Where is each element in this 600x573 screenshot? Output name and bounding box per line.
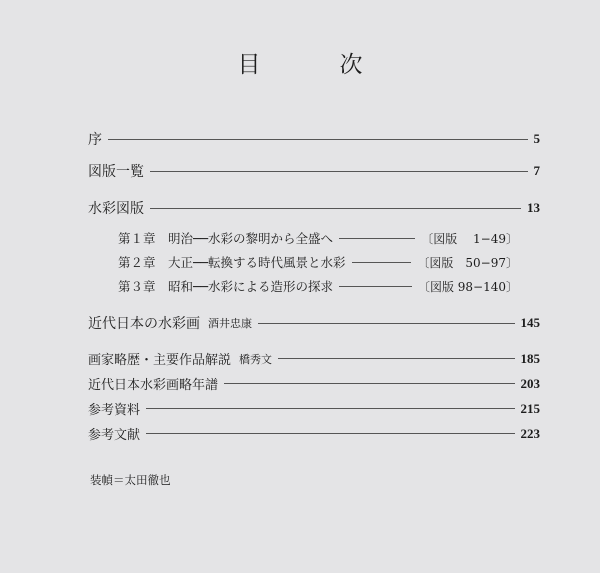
entry-author: 酒井忠康 [208, 317, 252, 330]
entry-page: 5 [533, 131, 540, 146]
plate-range: 〔図版 50−97〕 [417, 255, 518, 270]
entry-label: 参考資料 [88, 403, 141, 418]
toc-chapter-1 [118, 229, 518, 247]
leader-line [339, 286, 412, 287]
leader-line [224, 383, 514, 384]
binding-credit: 装幀＝太田徹也 [90, 473, 171, 487]
entry-label: 参考文献 [88, 428, 141, 443]
entry-label: 近代日本水彩画略年譜 [88, 378, 219, 393]
leader-line [108, 139, 528, 140]
toc-entry-biographies [88, 349, 540, 368]
entry-label: 近代日本の水彩画 [88, 316, 200, 332]
entry-label: 図版一覧 [88, 164, 144, 180]
leader-line [352, 262, 412, 263]
entry-page: 215 [520, 400, 540, 416]
entry-label: 序 [88, 132, 102, 148]
toc-entry-chronology [88, 374, 540, 393]
entry-author: 橋秀文 [239, 352, 273, 366]
chapter-label: 第１章 明治──水彩の黎明から全盛へ [118, 231, 334, 246]
entry-label: 水彩図版 [88, 201, 144, 217]
leader-line [150, 171, 528, 172]
leader-line [146, 408, 514, 409]
leader-line [278, 358, 514, 359]
plate-range: 〔図版 1−49〕 [421, 231, 518, 246]
entry-label: 画家略歴・主要作品解説 [88, 353, 232, 368]
entry-page: 185 [520, 350, 540, 366]
toc-entry-plate-list [88, 161, 540, 181]
entry-page: 13 [527, 200, 540, 215]
toc-entry-preface [88, 129, 540, 149]
leader-line [339, 238, 415, 239]
leader-line [146, 433, 514, 434]
entry-page: 7 [533, 163, 540, 178]
toc-entry-essay [88, 313, 540, 333]
chapter-label: 第２章 大正──転換する時代風景と水彩 [118, 255, 346, 270]
toc-chapter-2 [118, 253, 518, 271]
toc-chapter-3 [118, 277, 518, 295]
leader-line [258, 323, 515, 324]
chapter-label: 第３章 昭和──水彩による造形の探求 [118, 279, 334, 294]
page-title: 目 次 [237, 52, 391, 78]
toc-entry-bibliography [88, 424, 540, 443]
leader-line [150, 208, 521, 209]
entry-page: 223 [520, 425, 540, 441]
toc-entry-plates [88, 198, 540, 218]
entry-page: 203 [520, 375, 540, 391]
entry-page: 145 [520, 315, 540, 330]
plate-range: 〔図版 98−140〕 [417, 279, 518, 294]
toc-entry-references [88, 399, 540, 418]
